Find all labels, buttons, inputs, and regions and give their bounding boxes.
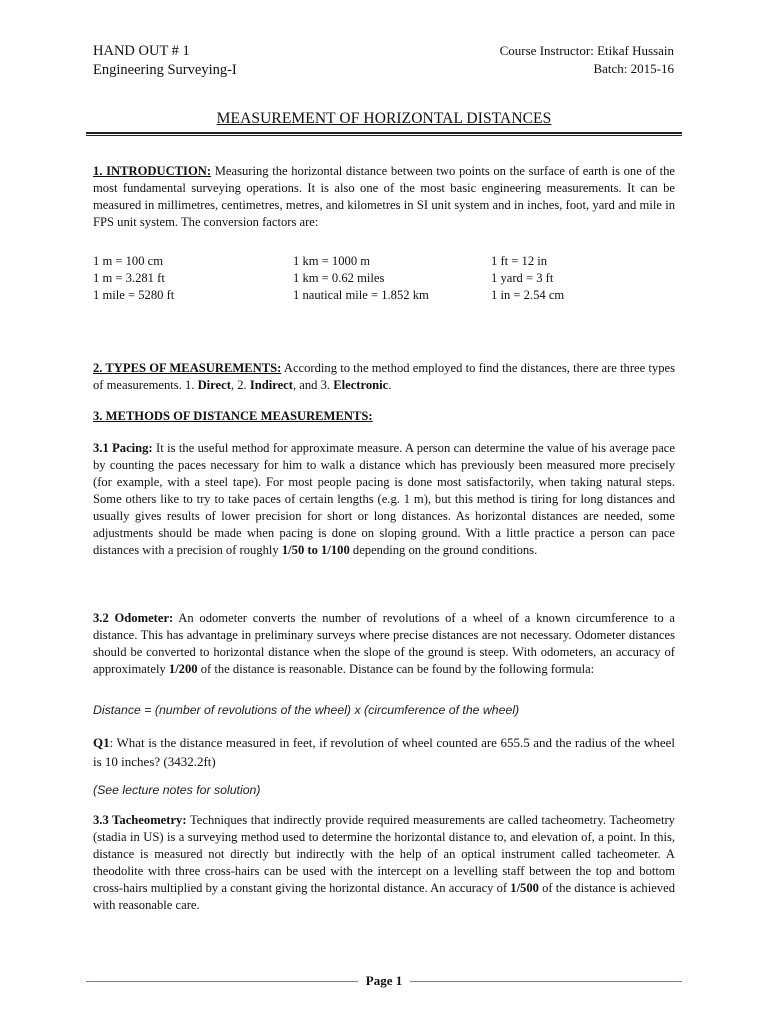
odometer-text: An odometer converts the number of revolutions of a wheel of a known circumference to a distance. This has advantage in preliminary surveys where precise distances are not necessary. Odometer distances should be converted to horizontal distance when the slope of the ground is steep. With odometers, an accuracy of approximately xyxy=(93,610,675,676)
section-odometer xyxy=(93,597,675,690)
odometer-accuracy: 1/200 xyxy=(168,661,198,676)
conversion-cell: 1 km = 1000 m xyxy=(293,254,371,268)
pacing-heading: 3.1 Pacing: xyxy=(93,440,153,455)
tacheometry-text-end: of the distance is achieved with reasonable care. xyxy=(93,880,675,912)
conversion-cell: 1 mile = 5280 ft xyxy=(93,288,175,302)
odometer-heading: 3.2 Odometer: xyxy=(93,610,174,625)
batch-label: Batch: 2015-16 xyxy=(593,61,674,76)
conversion-cell: 1 in = 2.54 cm xyxy=(491,288,565,302)
pacing-text: It is the useful method for approximate measure. A person can determine the value of his average pace by counting the paces necessary for him to walk a distance which has previously been measured more precisely (for example, with a steel tape). For most people pacing is done most satisfactorily, when taking natural steps. Some others like to try to take paces of certain lengths (e.g. 1 m), but this method is tiring for long distances and usually gives results of lower precision for short or long distances. As horizontal distances are needed, some adjustments should be made when pacing is done on sloping ground. With a little practice a person can pace distances with a precision of roughly xyxy=(93,440,675,557)
header-left xyxy=(93,42,237,80)
section-introduction xyxy=(93,150,675,243)
conversion-cell: 1 nautical mile = 1.852 km xyxy=(293,288,429,302)
title-block xyxy=(86,110,682,136)
title-rule-thin xyxy=(86,135,682,136)
conversion-row xyxy=(93,287,683,304)
page-number: Page 1 xyxy=(358,973,410,988)
types-sep: , and 3. xyxy=(292,377,334,392)
conversion-table xyxy=(93,253,683,304)
conversion-row xyxy=(93,253,683,270)
tacheometry-heading: 3.3 Tacheometry: xyxy=(93,812,187,827)
course-name: Engineering Surveying-I xyxy=(93,62,237,78)
type-indirect: Indirect xyxy=(249,377,293,392)
types-sep: , 2. xyxy=(230,377,250,392)
conversion-row xyxy=(93,270,683,287)
header-right xyxy=(500,42,674,78)
conversion-cell: 1 km = 0.62 miles xyxy=(293,271,385,285)
methods-heading: 3. METHODS OF DISTANCE MEASUREMENTS: xyxy=(93,408,373,423)
distance-formula: Distance = (number of revolutions of the wheel) x (circumference of the wheel) xyxy=(93,702,520,717)
types-end: . xyxy=(388,377,392,392)
page-footer xyxy=(86,972,682,992)
tacheometry-text: Techniques that indirectly provide required measurements are called tacheometry. Tacheometry (stadia in US) is a surveying method used to determine the horizontal distance to, and elevation of, a point. In this, distance is measured not directly but indirectly with the help of an optical instrument called tacheometer. A theodolite with three cross-hairs can be used with the intercept on a levelling staff between the top and bottom cross-hairs multiplied by a constant giving the horizontal distance. An accuracy of xyxy=(93,812,675,895)
q1-text: : What is the distance measured in feet, if revolution of wheel counted are 655.5 and the radius of the wheel is 10 inches? (3432.2ft) xyxy=(93,735,675,769)
conversion-cell: 1 ft = 12 in xyxy=(491,254,548,268)
type-direct: Direct xyxy=(197,377,231,392)
types-text: According to the method employed to find the distances, there are three types of measurements. 1. xyxy=(93,360,675,392)
instructor-name: Course Instructor: Etikaf Hussain xyxy=(499,43,674,58)
title-rule-thick xyxy=(86,132,682,134)
page-title: MEASUREMENT OF HORIZONTAL DISTANCES xyxy=(216,110,552,127)
section-tacheometry xyxy=(93,799,675,926)
conversion-cell: 1 yard = 3 ft xyxy=(491,271,554,285)
section-pacing xyxy=(93,427,675,571)
tacheometry-accuracy: 1/500 xyxy=(510,880,539,895)
handout-number: HAND OUT # 1 xyxy=(93,43,190,59)
intro-text: Measuring the horizontal distance between two points on the surface of earth is one of the most fundamental surveying operations. It is also one of the most basic engineering measurements. It can be measured in millimetres, centimetres, metres, and kilometres in SI unit system and in inches, foot, yard and mile in FPS unit system. The conversion factors are: xyxy=(93,163,675,229)
pacing-precision: 1/50 to 1/100 xyxy=(281,542,350,557)
lecture-note-text: (See lecture notes for solution) xyxy=(93,782,261,797)
conversion-cell: 1 m = 3.281 ft xyxy=(93,271,165,285)
q1-label: Q1 xyxy=(93,735,110,750)
conversion-cell: 1 m = 100 cm xyxy=(93,254,164,268)
type-electronic: Electronic xyxy=(333,377,389,392)
pacing-text-end: depending on the ground conditions. xyxy=(349,542,538,557)
odometer-text-end: of the distance is reasonable. Distance can be found by the following formula: xyxy=(197,661,595,676)
intro-heading: 1. INTRODUCTION: xyxy=(93,163,212,178)
types-heading: 2. TYPES OF MEASUREMENTS: xyxy=(93,360,282,375)
